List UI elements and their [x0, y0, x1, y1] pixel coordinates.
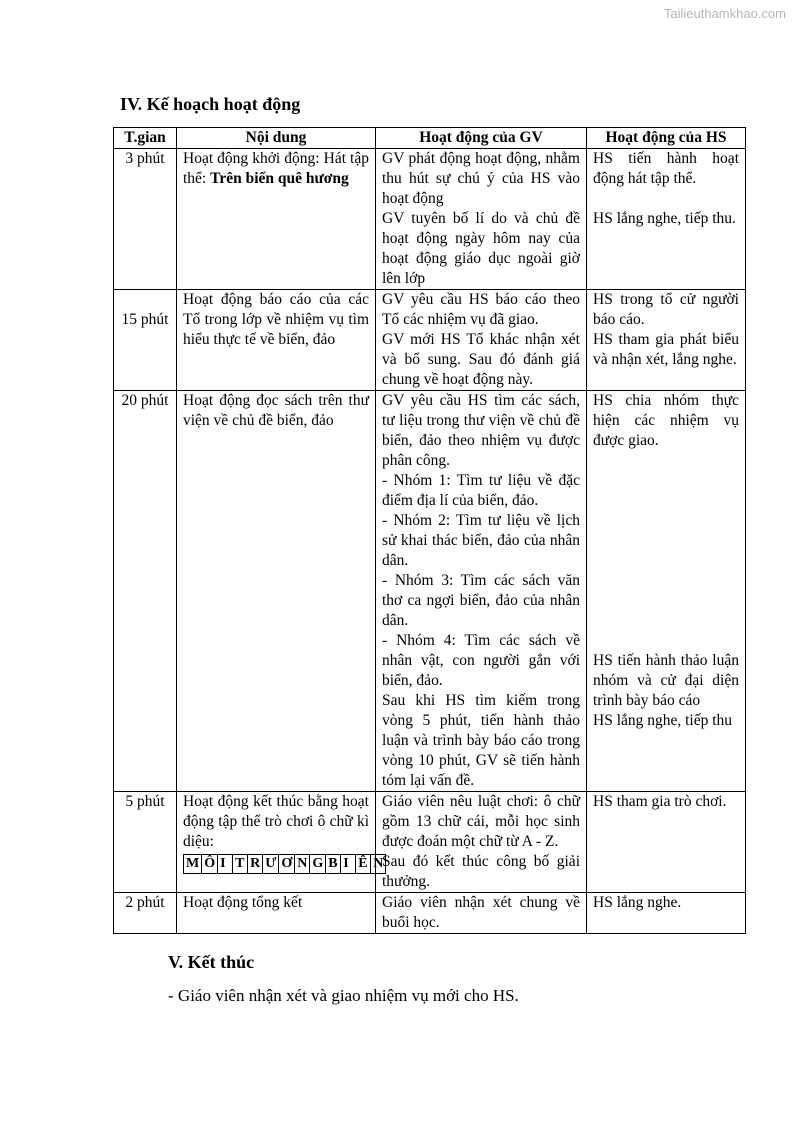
student-activity-cell: [587, 792, 746, 893]
closing-text: - Giáo viên nhận xét và giao nhiệm vụ mới cho HS.: [168, 986, 519, 1005]
gv-line: - Nhóm 2: Tìm tư liệu về lịch sử khai thác biển, đảo của nhân dân.: [382, 512, 580, 569]
hs-line: HS lắng nghe, tiếp thu.: [593, 210, 736, 227]
time-text: 15 phút: [121, 311, 169, 328]
teacher-activity-cell: [376, 792, 587, 893]
table-row: [114, 290, 746, 391]
teacher-activity-cell: [376, 149, 587, 290]
content-cell: Hoạt động đọc sách trên thư viện về chủ đề biển, đảo: [177, 391, 376, 792]
time-cell: 3 phút: [114, 149, 177, 290]
table-row: [114, 391, 746, 792]
hs-line: HS tham gia trò chơi.: [593, 793, 727, 810]
gv-line: Giáo viên nhận xét chung về buổi học.: [382, 894, 580, 931]
time-cell: 5 phút: [114, 792, 177, 893]
header-student-activity: Hoạt động của HS: [587, 128, 746, 149]
watermark: Tailieuthamkhao.com: [663, 6, 786, 21]
gv-line: Sau khi HS tìm kiếm trong vòng 5 phút, tiến hành thảo luận và trình bày báo cáo trong vòng 10 phút, GV sẽ tiến hành tóm lại vấn đề.: [382, 692, 580, 789]
hs-line: HS trong tổ cử người báo cáo.: [593, 291, 739, 328]
section-title-closing: V. Kết thúc: [168, 952, 255, 972]
table-row: [114, 149, 746, 290]
content-cell: Hoạt động tổng kết: [177, 893, 376, 934]
letter-cell: N: [373, 856, 384, 871]
letter-cell: B: [326, 855, 341, 873]
gv-line: - Nhóm 3: Tìm các sách văn thơ ca ngợi biển, đảo của nhân dân.: [382, 572, 580, 629]
student-activity-cell: [587, 149, 746, 290]
content-text: Hoạt động kết thúc bằng hoạt động tập thể trò chơi ô chữ kì diệu:: [183, 793, 369, 850]
student-activity-cell: [587, 391, 746, 792]
gv-line: - Nhóm 1: Tìm tư liệu về đặc điểm địa lí của biển, đảo.: [382, 472, 580, 509]
letter-cell: G: [310, 855, 326, 873]
time-cell: 2 phút: [114, 893, 177, 934]
letter-cell: Ư: [263, 855, 279, 873]
letter-cell: R: [248, 855, 263, 873]
time-cell: [114, 290, 177, 391]
time-cell: 20 phút: [114, 391, 177, 792]
teacher-activity-cell: [376, 391, 587, 792]
gv-line: GV yêu cầu HS báo cáo theo Tổ các nhiệm vụ đã giao.: [382, 291, 580, 328]
header-time: T.gian: [114, 128, 177, 149]
header-teacher-activity: Hoạt động của GV: [376, 128, 587, 149]
table-row: [114, 792, 746, 893]
hs-line: HS chia nhóm thực hiện các nhiệm vụ được giao.: [593, 392, 739, 449]
teacher-activity-cell: [376, 290, 587, 391]
letter-cell: Ơ: [279, 855, 295, 873]
letter-cell: I: [218, 855, 233, 873]
content-text: Hoạt động khởi động: Hát tập thể:: [183, 150, 369, 187]
gv-line: Sau đó kết thúc công bố giải thưởng.: [382, 853, 580, 890]
gv-line: GV mới HS Tổ khác nhận xét và bổ sung. Sau đó đánh giá chung về hoạt động này.: [382, 331, 580, 388]
hs-line: HS tiến hành hoạt động hát tập thể.: [593, 150, 739, 187]
hs-line: HS lắng nghe.: [593, 894, 682, 911]
song-title: Trên biển quê hương: [210, 170, 349, 187]
table-row: [114, 893, 746, 934]
letter-cell: Ô: [202, 855, 218, 873]
gv-line: - Nhóm 4: Tìm các sách về nhân vật, con người gắn với biển, đảo.: [382, 632, 580, 689]
gv-line: GV tuyên bố lí do và chủ đề hoạt động ngày hôm nay của hoạt động giáo dục ngoài giờ lên lớp: [382, 210, 580, 287]
gv-line: Giáo viên nêu luật chơi: ô chữ gồm 13 chữ cái, mỗi học sinh được đoán một chữ từ A - Z.: [382, 793, 580, 850]
gv-line: GV yêu cầu HS tìm các sách, tư liệu trong thư viện về chủ đề biển, đảo theo nhiệm vụ được phân công.: [382, 392, 580, 469]
letter-cell: Ê: [356, 855, 371, 873]
activity-plan-table: [113, 127, 746, 934]
hs-line: HS tiến hành thảo luận nhóm và cử đại diện trình bày báo cáo: [593, 652, 739, 709]
content-cell: [177, 149, 376, 290]
letter-cell: N: [295, 855, 310, 873]
student-activity-cell: [587, 893, 746, 934]
section-title-plan: IV. Kế hoạch hoạt động: [120, 94, 301, 114]
hs-line: HS tham gia phát biểu và nhận xét, lắng nghe.: [593, 331, 739, 368]
hs-line: HS lắng nghe, tiếp thu: [593, 712, 733, 729]
letter-cell: I: [341, 855, 356, 873]
content-cell: [177, 792, 384, 893]
teacher-activity-cell: [376, 893, 587, 934]
letter-cell: T: [233, 855, 248, 873]
word-puzzle-grid: [183, 854, 386, 874]
student-activity-cell: [587, 290, 746, 391]
gv-line: GV phát động hoạt động, nhằm thu hút sự chú ý của HS vào hoạt động: [382, 150, 580, 207]
content-cell: Hoạt động báo cáo của các Tổ trong lớp về nhiệm vụ tìm hiểu thực tế về biển, đảo: [177, 290, 376, 391]
header-content: Nội dung: [177, 128, 376, 149]
letter-cell: M: [184, 855, 202, 873]
table-header-row: [114, 128, 746, 149]
